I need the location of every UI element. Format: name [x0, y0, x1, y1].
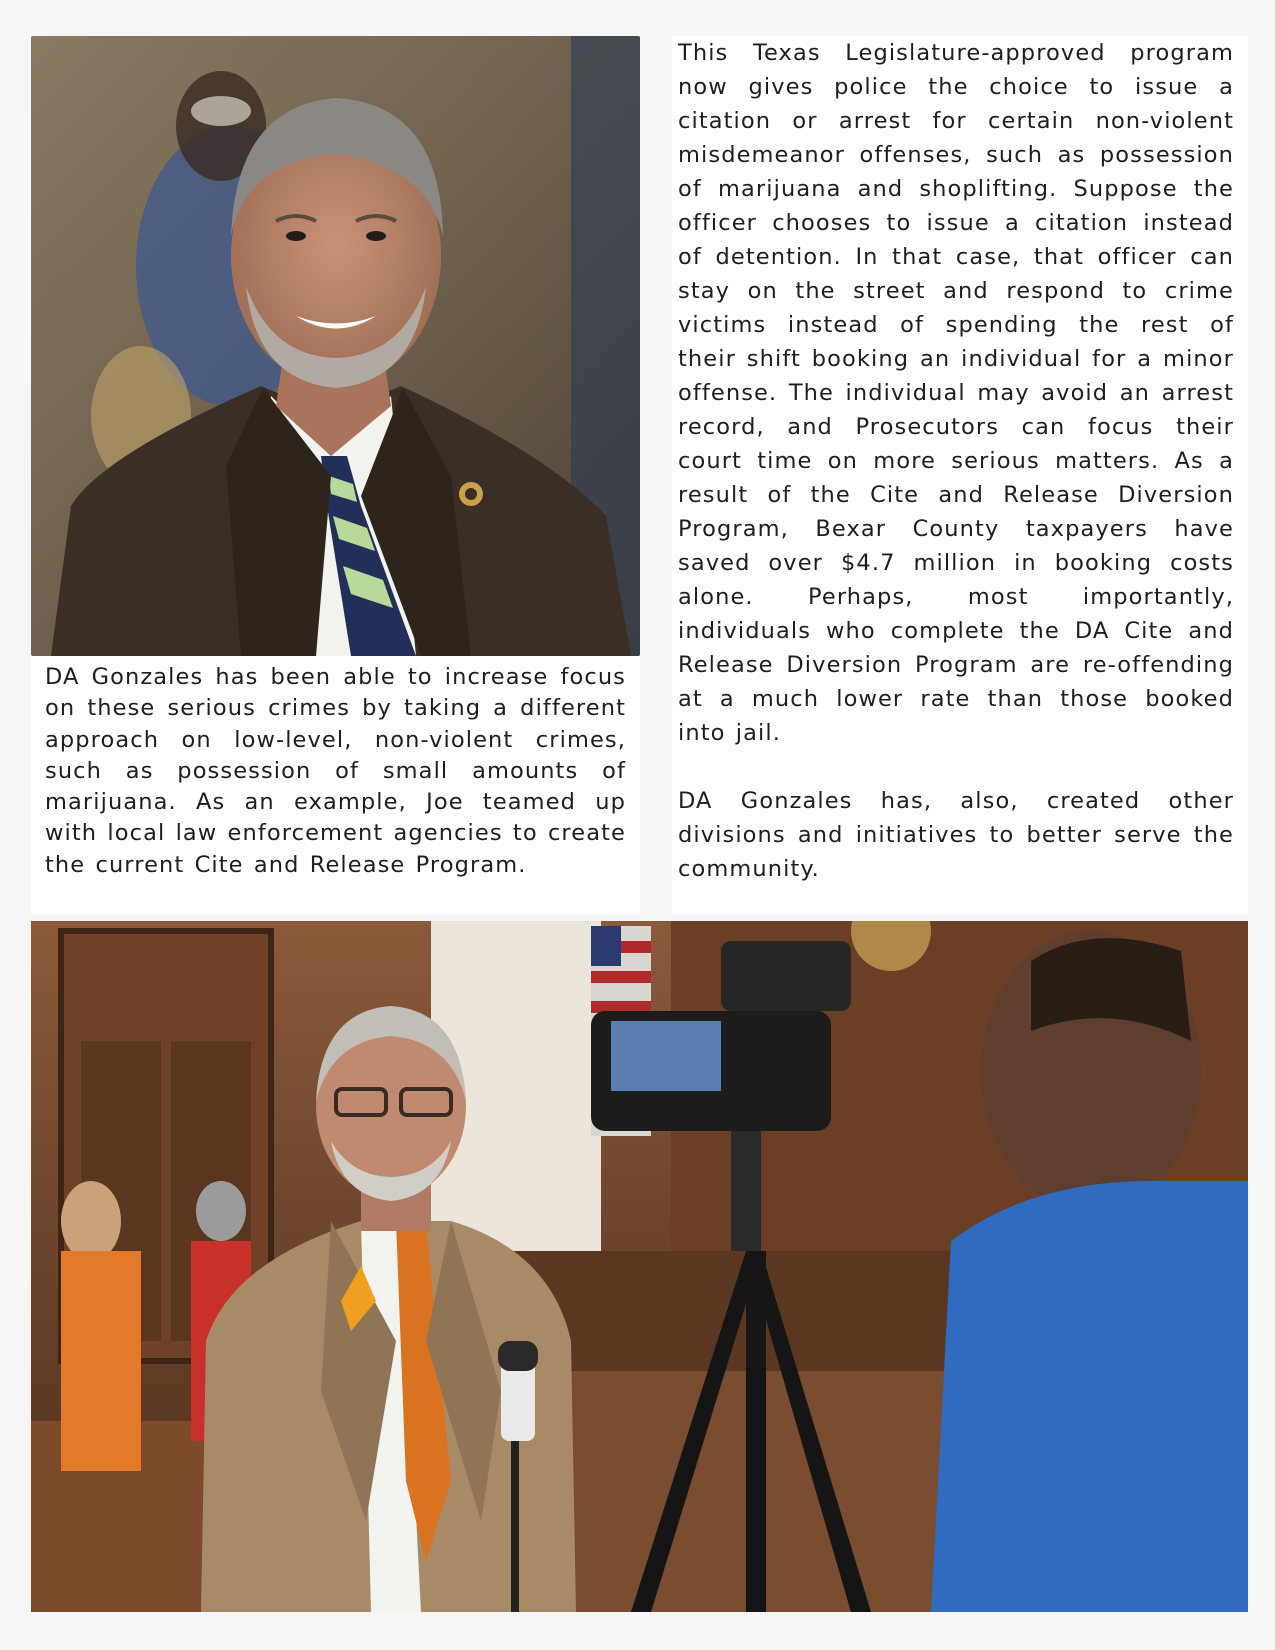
left-column — [31, 656, 640, 914]
portrait-photo — [31, 36, 640, 656]
left-paragraph: DA Gonzales has been able to increase focus on these serious crimes by taking a different approach on low-level, non-violent crimes, such as possession of small amounts of marijuana. As an example, Joe teamed up with local law enforcement agencies to create the current Cite and Release Program. — [45, 664, 626, 878]
right-paragraph-1: This Texas Legislature-approved program now gives police the choice to issue a citation or arrest for certain non-violent misdemeanor offenses, such as possession of marijuana and shoplifting. Suppose the officer chooses to issue a citation instead of detention. In that case, that officer can stay on the street and respond to crime victims instead of spending the rest of their shift booking an individual for a minor offense. The individual may avoid an arrest record, and Prosecutors can focus their court time on more serious matters. As a result of the Cite and Release Diversion Program, Bexar County taxpayers have saved over $4.7 million in booking costs alone. Perhaps, most importantly, individuals who complete the DA Cite and Release Diversion Program are re-offending at a much lower rate than those booked into jail. — [678, 40, 1234, 746]
right-column — [672, 36, 1248, 914]
press-conference-photo — [31, 921, 1248, 1612]
right-paragraph-2: DA Gonzales has, also, created other divisions and initiatives to better serve the community. — [678, 788, 1234, 882]
